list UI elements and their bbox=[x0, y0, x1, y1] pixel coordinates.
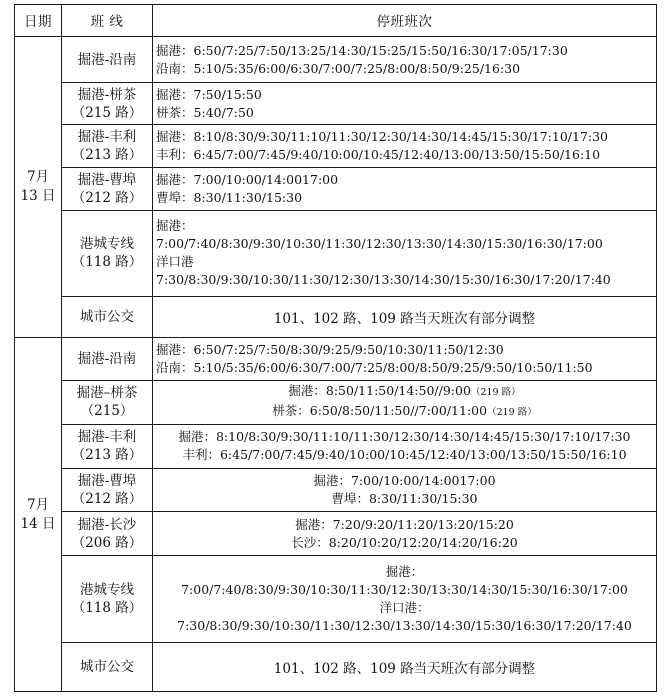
times-line: 掘港：8:10/8:30/9:30/11:10/11:30/12:30/14:30/14:45/15:30/17:10/17:30 bbox=[178, 429, 631, 445]
times-cell bbox=[153, 168, 657, 210]
table-row bbox=[15, 210, 657, 296]
header-route: 班 线 bbox=[62, 5, 153, 37]
times-line: 掘港： bbox=[156, 218, 194, 234]
times-line: 掘港：8:10/8:30/9:30/11:10/11:30/12:30/14:30/14:45/15:30/17:10/17:30 bbox=[156, 129, 609, 145]
table-row bbox=[15, 297, 657, 338]
times-line bbox=[156, 382, 653, 402]
route-cell bbox=[62, 168, 153, 210]
city-bus-notice: 101、102 路、109 路当天班次有部分调整 bbox=[153, 297, 657, 338]
route-name: 掘港-栟茶 bbox=[77, 86, 137, 103]
route-number: （212 路） bbox=[71, 190, 143, 207]
table-row bbox=[15, 381, 657, 424]
header-times: 停班班次 bbox=[153, 5, 657, 37]
times-main: 掘港：8:50/11:50/14:50//9:00 bbox=[288, 383, 471, 399]
table-row bbox=[15, 511, 657, 555]
route-cell bbox=[62, 511, 153, 555]
times-cell bbox=[153, 338, 657, 381]
route-number: （213 路） bbox=[71, 147, 143, 164]
times-line: 栟茶：5:40/7:50 bbox=[156, 104, 254, 120]
route-cell bbox=[62, 83, 153, 125]
bus-schedule-document bbox=[14, 4, 656, 692]
route-name: 掘港-曹埠 bbox=[77, 472, 137, 489]
times-line bbox=[156, 402, 653, 422]
route-number: （213 路） bbox=[71, 447, 143, 464]
date-month: 7月 bbox=[26, 496, 50, 513]
route-number: （215） bbox=[80, 403, 134, 420]
times-line: 洋口港： bbox=[379, 599, 430, 615]
date-month: 7月 bbox=[26, 169, 50, 185]
times-line: 丰利：6:45/7:00/7:45/9:40/10:00/10:45/12:40/13:00/13:50/15:50/16:10 bbox=[182, 447, 627, 463]
route-cell bbox=[62, 210, 153, 296]
route-number: （118 路） bbox=[71, 599, 143, 616]
times-cell bbox=[153, 381, 657, 424]
table-row bbox=[15, 338, 657, 381]
times-line: 7:30/8:30/9:30/10:30/11:30/12:30/13:30/14:30/15:30/16:30/17:20/17:40 bbox=[177, 617, 632, 633]
times-cell bbox=[153, 511, 657, 555]
times-line: 曹埠：8:30/11:30/15:30 bbox=[156, 190, 303, 206]
route-cell bbox=[62, 36, 153, 82]
times-cell bbox=[153, 556, 657, 642]
times-line: 掘港：7:00/10:00/14:0017:00 bbox=[156, 172, 339, 188]
route-cell-city-bus: 城市公交 bbox=[62, 642, 153, 691]
times-line: 7:30/8:30/9:30/10:30/11:30/12:30/13:30/14:30/15:30/16:30/17:20/17:40 bbox=[156, 272, 611, 288]
times-line: 掘港：7:20/9:20/11:20/13:20/15:20 bbox=[295, 516, 514, 532]
times-line: 丰利：6:45/7:00/7:45/9:40/10:00/10:45/12:40/13:00/13:50/15:50/16:10 bbox=[156, 147, 601, 163]
table-row bbox=[15, 642, 657, 691]
times-line: 曹埠：8:30/11:30/15:30 bbox=[331, 490, 478, 506]
route-cell bbox=[62, 468, 153, 511]
times-line: 掘港：6:50/7:25/7:50/8:30/9:25/9:50/10:30/11:50/12:30 bbox=[156, 342, 504, 358]
times-line: 掘港：6:50/7:25/7:50/13:25/14:30/15:25/15:50/16:30/17:05/17:30 bbox=[156, 42, 568, 58]
route-name: 港城专线 bbox=[80, 236, 134, 253]
times-main: 栟茶：6:50/8:50/11:50//7:00/11:00 bbox=[272, 403, 488, 419]
route-cell bbox=[62, 381, 153, 424]
times-line: 沿南：5:10/5:35/6:00/6:30/7:00/7:25/8:00/8:50/9:25/16:30 bbox=[156, 60, 521, 76]
date-cell-jul13 bbox=[15, 36, 62, 337]
route-name: 港城专线 bbox=[80, 581, 134, 598]
times-line: 掘港：7:50/15:50 bbox=[156, 86, 262, 102]
table-row bbox=[15, 468, 657, 511]
route-name: 掘港-长沙 bbox=[77, 516, 137, 533]
times-line: 7:00/7:40/8:30/9:30/10:30/11:30/12:30/13:30/14:30/15:30/16:30/17:00 bbox=[181, 581, 628, 597]
route-cell bbox=[62, 338, 153, 381]
times-line: 洋口港 bbox=[156, 254, 194, 270]
route-name: 掘港–栟茶 bbox=[76, 385, 138, 402]
table-row bbox=[15, 424, 657, 468]
route-cell bbox=[62, 556, 153, 642]
times-cell bbox=[153, 468, 657, 511]
city-bus-notice: 101、102 路、109 路当天班次有部分调整 bbox=[153, 642, 657, 691]
table-row bbox=[15, 36, 657, 82]
times-cell bbox=[153, 83, 657, 125]
times-cell bbox=[153, 424, 657, 468]
header-date: 日期 bbox=[15, 5, 62, 37]
route-number: （206 路） bbox=[71, 534, 143, 551]
route-number: （118 路） bbox=[71, 254, 143, 271]
route-cell bbox=[62, 424, 153, 468]
times-cell bbox=[153, 210, 657, 296]
times-cell bbox=[153, 125, 657, 168]
times-line: 沿南：5:10/5:35/6:00/6:30/7:00/7:25/8:00/8:50/9:25/9:50/10:50/11:50 bbox=[156, 360, 593, 376]
route-cell bbox=[62, 125, 153, 168]
table-row bbox=[15, 556, 657, 642]
date-day: 14 日 bbox=[20, 515, 56, 532]
route-name: 掘港-沿南 bbox=[77, 51, 137, 68]
route-number: （212 路） bbox=[71, 490, 143, 507]
route-name: 掘港-丰利 bbox=[77, 429, 137, 446]
times-line: 掘港：7:00/10:00/14:0017:00 bbox=[313, 472, 496, 488]
route-note: （219 路） bbox=[487, 407, 537, 419]
table-row bbox=[15, 168, 657, 210]
route-name: 掘港-沿南 bbox=[77, 351, 137, 368]
header-row bbox=[15, 5, 657, 37]
table-row bbox=[15, 125, 657, 168]
schedule-table bbox=[14, 4, 657, 692]
times-line: 掘港： bbox=[385, 563, 424, 579]
times-line: 长沙：8:20/10:20/12:20/14:20/16:20 bbox=[291, 534, 518, 550]
date-cell-jul14 bbox=[15, 338, 62, 692]
route-name: 掘港-曹埠 bbox=[77, 172, 137, 189]
table-row bbox=[15, 83, 657, 125]
route-cell-city-bus: 城市公交 bbox=[62, 297, 153, 338]
route-name: 掘港-丰利 bbox=[77, 129, 137, 146]
route-number: （215 路） bbox=[71, 104, 143, 121]
times-cell bbox=[153, 36, 657, 82]
route-note: （219 路） bbox=[470, 387, 521, 399]
times-line: 7:00/7:40/8:30/9:30/10:30/11:30/12:30/13:30/14:30/15:30/16:30/17:00 bbox=[156, 236, 603, 252]
date-day: 13 日 bbox=[20, 188, 56, 204]
